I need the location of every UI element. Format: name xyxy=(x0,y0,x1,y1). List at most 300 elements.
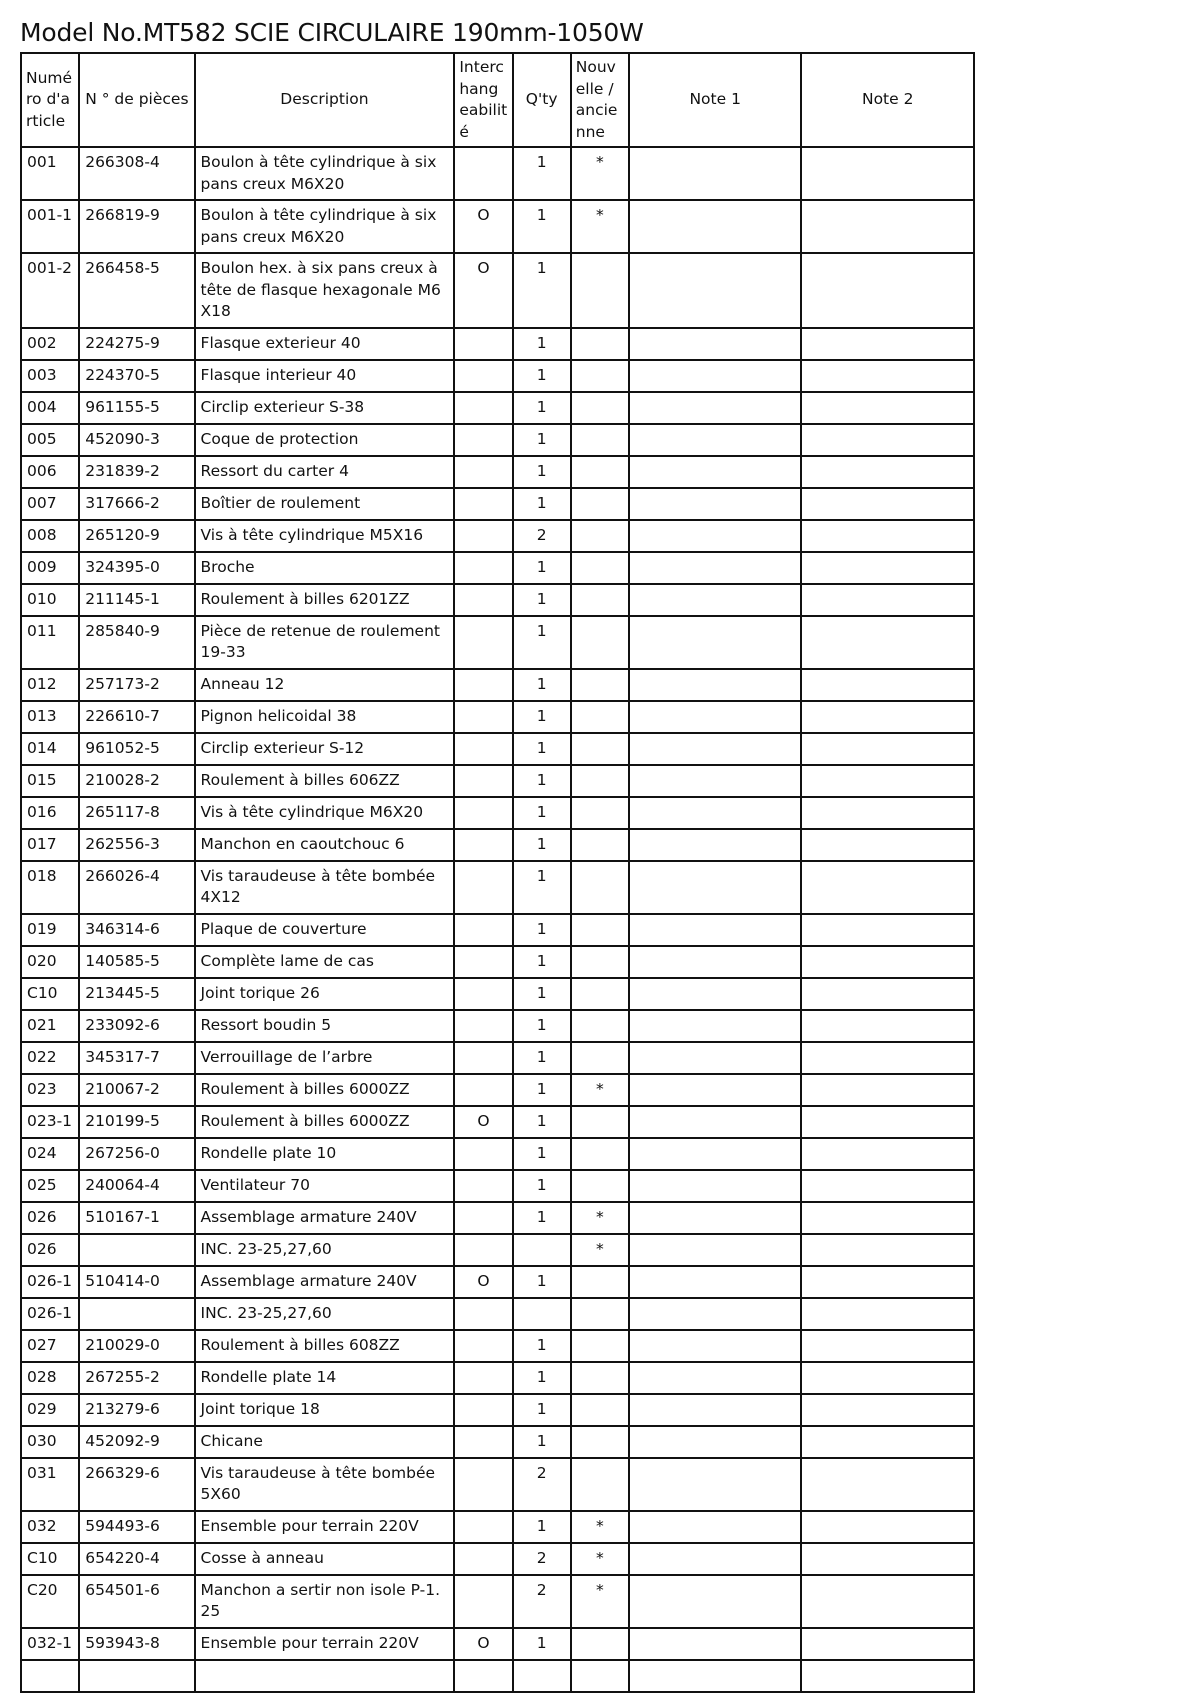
new-old-cell xyxy=(571,552,629,584)
interchangeability-cell xyxy=(454,1330,512,1362)
note-2-cell xyxy=(801,1628,974,1660)
description-cell: INC. 23-25,27,60 xyxy=(195,1298,455,1330)
note-1-cell xyxy=(629,914,801,946)
note-2-cell xyxy=(801,829,974,861)
new-old-cell xyxy=(571,1010,629,1042)
item-number-cell: 031 xyxy=(21,1458,79,1511)
quantity-cell: 1 xyxy=(513,1202,571,1234)
description-cell: Cosse à anneau xyxy=(195,1543,455,1575)
quantity-cell: 1 xyxy=(513,616,571,669)
quantity-cell: 1 xyxy=(513,360,571,392)
table-row xyxy=(21,1575,974,1628)
item-number-cell: 029 xyxy=(21,1394,79,1426)
interchangeability-cell xyxy=(454,797,512,829)
table-row xyxy=(21,701,974,733)
note-2-cell xyxy=(801,1138,974,1170)
new-old-cell xyxy=(571,1362,629,1394)
new-old-cell xyxy=(571,1660,629,1692)
note-1-cell xyxy=(629,1010,801,1042)
quantity-cell: 1 xyxy=(513,1106,571,1138)
new-old-cell xyxy=(571,392,629,424)
part-number-cell: 233092-6 xyxy=(79,1010,194,1042)
new-old-cell xyxy=(571,797,629,829)
quantity-cell: 1 xyxy=(513,1042,571,1074)
interchangeability-cell xyxy=(454,669,512,701)
description-cell: Vis à tête cylindrique M5X16 xyxy=(195,520,455,552)
description-cell: Ressort du carter 4 xyxy=(195,456,455,488)
item-number-cell: 005 xyxy=(21,424,79,456)
description-cell: Flasque interieur 40 xyxy=(195,360,455,392)
note-1-cell xyxy=(629,1138,801,1170)
description-cell: Ensemble pour terrain 220V xyxy=(195,1628,455,1660)
part-number-cell: 510167-1 xyxy=(79,1202,194,1234)
new-old-cell: * xyxy=(571,147,629,200)
interchangeability-cell xyxy=(454,701,512,733)
description-cell: Ensemble pour terrain 220V xyxy=(195,1511,455,1543)
description-cell: Ressort boudin 5 xyxy=(195,1010,455,1042)
header-note-1: Note 1 xyxy=(629,53,801,147)
interchangeability-cell xyxy=(454,946,512,978)
quantity-cell: 1 xyxy=(513,1394,571,1426)
new-old-cell xyxy=(571,584,629,616)
description-cell: Flasque exterieur 40 xyxy=(195,328,455,360)
item-number-cell: 017 xyxy=(21,829,79,861)
interchangeability-cell xyxy=(454,328,512,360)
description-cell: Plaque de couverture xyxy=(195,914,455,946)
note-2-cell xyxy=(801,765,974,797)
table-row xyxy=(21,1458,974,1511)
quantity-cell: 1 xyxy=(513,1170,571,1202)
new-old-cell xyxy=(571,488,629,520)
description-cell: Chicane xyxy=(195,1426,455,1458)
quantity-cell xyxy=(513,1234,571,1266)
note-1-cell xyxy=(629,1170,801,1202)
item-number-cell: 026 xyxy=(21,1234,79,1266)
new-old-cell xyxy=(571,861,629,914)
interchangeability-cell xyxy=(454,520,512,552)
note-2-cell xyxy=(801,520,974,552)
description-cell: Circlip exterieur S-38 xyxy=(195,392,455,424)
table-row xyxy=(21,861,974,914)
new-old-cell xyxy=(571,1458,629,1511)
part-number-cell: 213445-5 xyxy=(79,978,194,1010)
header-note-2: Note 2 xyxy=(801,53,974,147)
quantity-cell: 1 xyxy=(513,829,571,861)
new-old-cell xyxy=(571,1042,629,1074)
interchangeability-cell: O xyxy=(454,1266,512,1298)
table-row xyxy=(21,424,974,456)
new-old-cell xyxy=(571,1298,629,1330)
quantity-cell: 1 xyxy=(513,1074,571,1106)
description-cell xyxy=(195,1660,455,1692)
quantity-cell xyxy=(513,1660,571,1692)
note-1-cell xyxy=(629,253,801,328)
interchangeability-cell xyxy=(454,360,512,392)
new-old-cell: * xyxy=(571,1074,629,1106)
table-row xyxy=(21,1628,974,1660)
quantity-cell: 1 xyxy=(513,328,571,360)
new-old-cell xyxy=(571,733,629,765)
table-row xyxy=(21,1426,974,1458)
interchangeability-cell xyxy=(454,1426,512,1458)
part-number-cell: 346314-6 xyxy=(79,914,194,946)
quantity-cell: 1 xyxy=(513,253,571,328)
interchangeability-cell xyxy=(454,1362,512,1394)
part-number-cell xyxy=(79,1234,194,1266)
description-cell: Joint torique 26 xyxy=(195,978,455,1010)
note-2-cell xyxy=(801,978,974,1010)
part-number-cell: 262556-3 xyxy=(79,829,194,861)
table-row xyxy=(21,1010,974,1042)
quantity-cell: 1 xyxy=(513,392,571,424)
quantity-cell: 1 xyxy=(513,584,571,616)
item-number-cell: C10 xyxy=(21,1543,79,1575)
note-2-cell xyxy=(801,424,974,456)
item-number-cell: 006 xyxy=(21,456,79,488)
note-2-cell xyxy=(801,946,974,978)
part-number-cell: 213279-6 xyxy=(79,1394,194,1426)
interchangeability-cell xyxy=(454,1660,512,1692)
interchangeability-cell xyxy=(454,765,512,797)
note-1-cell xyxy=(629,1298,801,1330)
part-number-cell: 240064-4 xyxy=(79,1170,194,1202)
note-2-cell xyxy=(801,1511,974,1543)
note-1-cell xyxy=(629,328,801,360)
new-old-cell xyxy=(571,1628,629,1660)
note-2-cell xyxy=(801,584,974,616)
part-number-cell: 266308-4 xyxy=(79,147,194,200)
part-number-cell: 210028-2 xyxy=(79,765,194,797)
interchangeability-cell xyxy=(454,147,512,200)
note-1-cell xyxy=(629,1394,801,1426)
table-row xyxy=(21,1298,974,1330)
quantity-cell: 1 xyxy=(513,1266,571,1298)
interchangeability-cell xyxy=(454,1575,512,1628)
part-number-cell xyxy=(79,1660,194,1692)
note-1-cell xyxy=(629,1074,801,1106)
parts-table xyxy=(20,52,975,1693)
item-number-cell: 007 xyxy=(21,488,79,520)
description-cell: Vis taraudeuse à tête bombée 4X12 xyxy=(195,861,455,914)
note-1-cell xyxy=(629,520,801,552)
table-row xyxy=(21,1660,974,1692)
description-cell: Manchon en caoutchouc 6 xyxy=(195,829,455,861)
table-row xyxy=(21,584,974,616)
item-number-cell: 001 xyxy=(21,147,79,200)
new-old-cell xyxy=(571,946,629,978)
item-number-cell: 019 xyxy=(21,914,79,946)
item-number-cell: 009 xyxy=(21,552,79,584)
table-row xyxy=(21,392,974,424)
description-cell: Roulement à billes 608ZZ xyxy=(195,1330,455,1362)
item-number-cell: 018 xyxy=(21,861,79,914)
item-number-cell: 002 xyxy=(21,328,79,360)
description-cell: Vis taraudeuse à tête bombée 5X60 xyxy=(195,1458,455,1511)
note-2-cell xyxy=(801,1575,974,1628)
description-cell: Complète lame de cas xyxy=(195,946,455,978)
new-old-cell xyxy=(571,424,629,456)
new-old-cell xyxy=(571,520,629,552)
part-number-cell: 265117-8 xyxy=(79,797,194,829)
table-row xyxy=(21,616,974,669)
quantity-cell: 1 xyxy=(513,424,571,456)
description-cell: Roulement à billes 6000ZZ xyxy=(195,1106,455,1138)
part-number-cell: 961155-5 xyxy=(79,392,194,424)
description-cell: Assemblage armature 240V xyxy=(195,1266,455,1298)
description-cell: Assemblage armature 240V xyxy=(195,1202,455,1234)
new-old-cell xyxy=(571,1426,629,1458)
interchangeability-cell xyxy=(454,1394,512,1426)
description-cell: Rondelle plate 10 xyxy=(195,1138,455,1170)
item-number-cell: 032 xyxy=(21,1511,79,1543)
note-1-cell xyxy=(629,861,801,914)
quantity-cell: 1 xyxy=(513,669,571,701)
item-number-cell: C20 xyxy=(21,1575,79,1628)
note-1-cell xyxy=(629,552,801,584)
interchangeability-cell xyxy=(454,1042,512,1074)
part-number-cell: 226610-7 xyxy=(79,701,194,733)
note-2-cell xyxy=(801,1266,974,1298)
new-old-cell xyxy=(571,1170,629,1202)
interchangeability-cell xyxy=(454,456,512,488)
table-row xyxy=(21,797,974,829)
new-old-cell: * xyxy=(571,200,629,253)
item-number-cell: 001-2 xyxy=(21,253,79,328)
description-cell: Boulon à tête cylindrique à six pans creux M6X20 xyxy=(195,147,455,200)
part-number-cell: 345317-7 xyxy=(79,1042,194,1074)
note-1-cell xyxy=(629,147,801,200)
interchangeability-cell: O xyxy=(454,1628,512,1660)
note-1-cell xyxy=(629,669,801,701)
new-old-cell xyxy=(571,914,629,946)
part-number-cell: 510414-0 xyxy=(79,1266,194,1298)
part-number-cell xyxy=(79,1298,194,1330)
table-row xyxy=(21,1042,974,1074)
note-2-cell xyxy=(801,1298,974,1330)
description-cell: Roulement à billes 606ZZ xyxy=(195,765,455,797)
note-2-cell xyxy=(801,1362,974,1394)
part-number-cell: 224370-5 xyxy=(79,360,194,392)
item-number-cell: 016 xyxy=(21,797,79,829)
table-row xyxy=(21,1202,974,1234)
item-number-cell: 023-1 xyxy=(21,1106,79,1138)
note-2-cell xyxy=(801,1543,974,1575)
description-cell: Roulement à billes 6000ZZ xyxy=(195,1074,455,1106)
part-number-cell: 231839-2 xyxy=(79,456,194,488)
note-1-cell xyxy=(629,1202,801,1234)
note-2-cell xyxy=(801,797,974,829)
new-old-cell xyxy=(571,1138,629,1170)
note-2-cell xyxy=(801,1394,974,1426)
table-row xyxy=(21,914,974,946)
table-row xyxy=(21,1330,974,1362)
note-1-cell xyxy=(629,765,801,797)
description-cell: Pièce de retenue de roulement 19-33 xyxy=(195,616,455,669)
quantity-cell: 1 xyxy=(513,456,571,488)
description-cell: Roulement à billes 6201ZZ xyxy=(195,584,455,616)
part-number-cell: 140585-5 xyxy=(79,946,194,978)
interchangeability-cell xyxy=(454,829,512,861)
part-number-cell: 267255-2 xyxy=(79,1362,194,1394)
interchangeability-cell xyxy=(454,1543,512,1575)
quantity-cell: 1 xyxy=(513,701,571,733)
note-1-cell xyxy=(629,488,801,520)
table-row xyxy=(21,669,974,701)
interchangeability-cell xyxy=(454,552,512,584)
interchangeability-cell xyxy=(454,1074,512,1106)
item-number-cell: 010 xyxy=(21,584,79,616)
table-row xyxy=(21,1170,974,1202)
part-number-cell: 654501-6 xyxy=(79,1575,194,1628)
description-cell: Rondelle plate 14 xyxy=(195,1362,455,1394)
note-2-cell xyxy=(801,456,974,488)
quantity-cell: 2 xyxy=(513,1543,571,1575)
item-number-cell: 030 xyxy=(21,1426,79,1458)
header-description: Description xyxy=(195,53,455,147)
note-2-cell xyxy=(801,1660,974,1692)
item-number-cell: 003 xyxy=(21,360,79,392)
new-old-cell: * xyxy=(571,1202,629,1234)
header-new-old: Nouvelle / ancienne xyxy=(571,53,629,147)
quantity-cell: 1 xyxy=(513,765,571,797)
new-old-cell xyxy=(571,456,629,488)
note-1-cell xyxy=(629,1362,801,1394)
header-interchangeability: Interchangeabilité xyxy=(454,53,512,147)
item-number-cell: 025 xyxy=(21,1170,79,1202)
quantity-cell: 1 xyxy=(513,1628,571,1660)
quantity-cell: 1 xyxy=(513,1426,571,1458)
table-row xyxy=(21,829,974,861)
table-row xyxy=(21,360,974,392)
note-1-cell xyxy=(629,584,801,616)
note-2-cell xyxy=(801,1330,974,1362)
new-old-cell xyxy=(571,253,629,328)
part-number-cell: 266458-5 xyxy=(79,253,194,328)
quantity-cell: 1 xyxy=(513,914,571,946)
note-2-cell xyxy=(801,733,974,765)
table-row xyxy=(21,1543,974,1575)
quantity-cell: 2 xyxy=(513,1458,571,1511)
table-row xyxy=(21,328,974,360)
note-1-cell xyxy=(629,1628,801,1660)
description-cell: Pignon helicoidal 38 xyxy=(195,701,455,733)
note-1-cell xyxy=(629,1330,801,1362)
new-old-cell xyxy=(571,669,629,701)
new-old-cell: * xyxy=(571,1543,629,1575)
interchangeability-cell xyxy=(454,1138,512,1170)
table-row xyxy=(21,1266,974,1298)
note-2-cell xyxy=(801,1074,974,1106)
note-1-cell xyxy=(629,456,801,488)
note-2-cell xyxy=(801,253,974,328)
note-2-cell xyxy=(801,328,974,360)
table-row xyxy=(21,1511,974,1543)
item-number-cell: 004 xyxy=(21,392,79,424)
interchangeability-cell xyxy=(454,733,512,765)
note-2-cell xyxy=(801,1010,974,1042)
part-number-cell: 593943-8 xyxy=(79,1628,194,1660)
new-old-cell xyxy=(571,328,629,360)
header-item-number: Numéro d'article xyxy=(21,53,79,147)
part-number-cell: 317666-2 xyxy=(79,488,194,520)
note-1-cell xyxy=(629,829,801,861)
note-2-cell xyxy=(801,1234,974,1266)
item-number-cell: 026 xyxy=(21,1202,79,1234)
description-cell: INC. 23-25,27,60 xyxy=(195,1234,455,1266)
item-number-cell: 013 xyxy=(21,701,79,733)
note-1-cell xyxy=(629,1660,801,1692)
table-row xyxy=(21,1138,974,1170)
note-2-cell xyxy=(801,669,974,701)
quantity-cell: 1 xyxy=(513,733,571,765)
description-cell: Coque de protection xyxy=(195,424,455,456)
interchangeability-cell xyxy=(454,488,512,520)
interchangeability-cell xyxy=(454,1511,512,1543)
table-row xyxy=(21,552,974,584)
description-cell: Circlip exterieur S-12 xyxy=(195,733,455,765)
part-number-cell: 265120-9 xyxy=(79,520,194,552)
note-1-cell xyxy=(629,616,801,669)
part-number-cell: 266329-6 xyxy=(79,1458,194,1511)
quantity-cell: 1 xyxy=(513,147,571,200)
table-row xyxy=(21,253,974,328)
table-row xyxy=(21,733,974,765)
interchangeability-cell xyxy=(454,1234,512,1266)
table-row xyxy=(21,1234,974,1266)
note-2-cell xyxy=(801,861,974,914)
new-old-cell xyxy=(571,616,629,669)
note-2-cell xyxy=(801,392,974,424)
part-number-cell: 654220-4 xyxy=(79,1543,194,1575)
header-quantity: Q'ty xyxy=(513,53,571,147)
note-1-cell xyxy=(629,733,801,765)
note-2-cell xyxy=(801,200,974,253)
item-number-cell: 026-1 xyxy=(21,1266,79,1298)
new-old-cell xyxy=(571,978,629,1010)
part-number-cell: 452092-9 xyxy=(79,1426,194,1458)
note-2-cell xyxy=(801,1458,974,1511)
item-number-cell: 021 xyxy=(21,1010,79,1042)
item-number-cell: 015 xyxy=(21,765,79,797)
note-2-cell xyxy=(801,701,974,733)
table-row xyxy=(21,1362,974,1394)
table-row xyxy=(21,1394,974,1426)
interchangeability-cell xyxy=(454,1298,512,1330)
new-old-cell: * xyxy=(571,1234,629,1266)
item-number-cell: 028 xyxy=(21,1362,79,1394)
item-number-cell: 014 xyxy=(21,733,79,765)
quantity-cell: 1 xyxy=(513,200,571,253)
quantity-cell: 1 xyxy=(513,861,571,914)
note-2-cell xyxy=(801,360,974,392)
part-number-cell: 266819-9 xyxy=(79,200,194,253)
item-number-cell: 027 xyxy=(21,1330,79,1362)
table-row xyxy=(21,946,974,978)
part-number-cell: 210199-5 xyxy=(79,1106,194,1138)
table-row xyxy=(21,1074,974,1106)
table-row xyxy=(21,200,974,253)
new-old-cell xyxy=(571,360,629,392)
header-row xyxy=(21,53,974,147)
part-number-cell: 324395-0 xyxy=(79,552,194,584)
note-2-cell xyxy=(801,1170,974,1202)
description-cell: Joint torique 18 xyxy=(195,1394,455,1426)
note-1-cell xyxy=(629,978,801,1010)
part-number-cell: 594493-6 xyxy=(79,1511,194,1543)
interchangeability-cell xyxy=(454,424,512,456)
quantity-cell: 2 xyxy=(513,1575,571,1628)
table-row xyxy=(21,520,974,552)
